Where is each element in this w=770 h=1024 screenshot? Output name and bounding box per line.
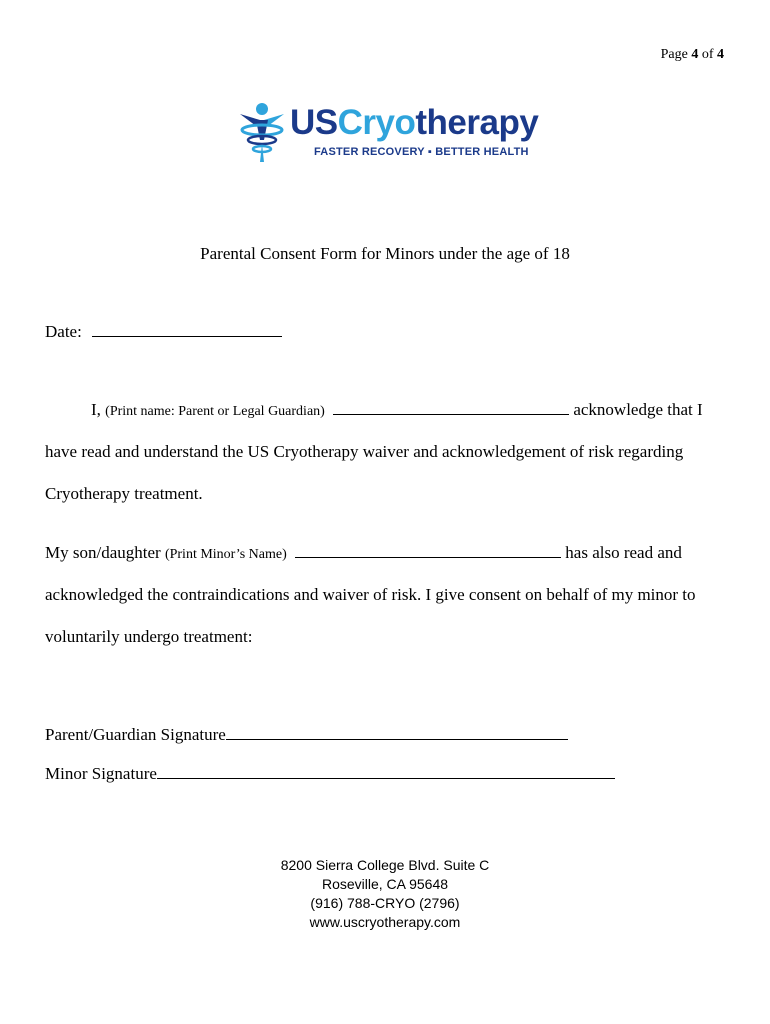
- p2-end: has also read and: [565, 543, 682, 562]
- minor-signature-label: Minor Signature: [45, 764, 157, 783]
- p1-line2: have read and understand the US Cryotherapy waiver and acknowledgement of risk regarding: [45, 442, 684, 461]
- address-phone: (916) 788-CRYO (2796): [310, 895, 460, 911]
- parent-signature-field[interactable]: [226, 738, 568, 740]
- brand-name: [290, 102, 538, 144]
- page-prefix: Page: [660, 47, 688, 62]
- parent-signature-label: Parent/Guardian Signature: [45, 725, 226, 744]
- minor-signature-field[interactable]: [157, 777, 615, 779]
- page-current: 4: [691, 47, 699, 62]
- address-street: 8200 Sierra College Blvd. Suite C: [280, 857, 490, 873]
- parent-name-hint: (Print name: Parent or Legal Guardian): [105, 404, 325, 419]
- minor-signature-row: [45, 764, 615, 784]
- page-number: [661, 47, 724, 63]
- date-field[interactable]: [92, 335, 282, 337]
- parent-name-row: [91, 400, 703, 420]
- date-row: [45, 322, 282, 342]
- parent-name-field[interactable]: [333, 413, 569, 415]
- website-link[interactable]: www.uscryotherapy.com: [309, 914, 461, 930]
- page-of: of: [701, 47, 714, 62]
- brand-therapy: therapy: [415, 103, 539, 142]
- p2-start: My son/daughter: [45, 543, 161, 562]
- brand-cryo: Cryo: [337, 103, 416, 142]
- footer-address: [0, 856, 770, 932]
- address-city: Roseville, CA 95648: [321, 876, 449, 892]
- brand-us: US: [290, 103, 338, 142]
- brand-tagline: FASTER RECOVERY ▪ BETTER HEALTH: [314, 146, 529, 158]
- form-title: Parental Consent Form for Minors under the age of 18: [200, 244, 570, 263]
- date-label: Date:: [45, 322, 82, 341]
- p1-start: I,: [91, 400, 101, 419]
- p2-line2: acknowledged the contraindications and waiver of risk. I give consent on behalf of my minor to: [45, 585, 696, 604]
- cryo-figure-icon: [238, 100, 290, 164]
- minor-name-row: [45, 543, 682, 563]
- p1-line3: Cryotherapy treatment.: [45, 484, 203, 503]
- parent-signature-row: [45, 725, 568, 745]
- minor-name-field[interactable]: [295, 556, 561, 558]
- company-logo: [238, 100, 538, 166]
- p1-end: acknowledge that I: [573, 400, 703, 419]
- page-total: 4: [717, 47, 724, 62]
- p2-line3: voluntarily undergo treatment:: [45, 627, 253, 646]
- minor-name-hint: (Print Minor’s Name): [164, 547, 287, 562]
